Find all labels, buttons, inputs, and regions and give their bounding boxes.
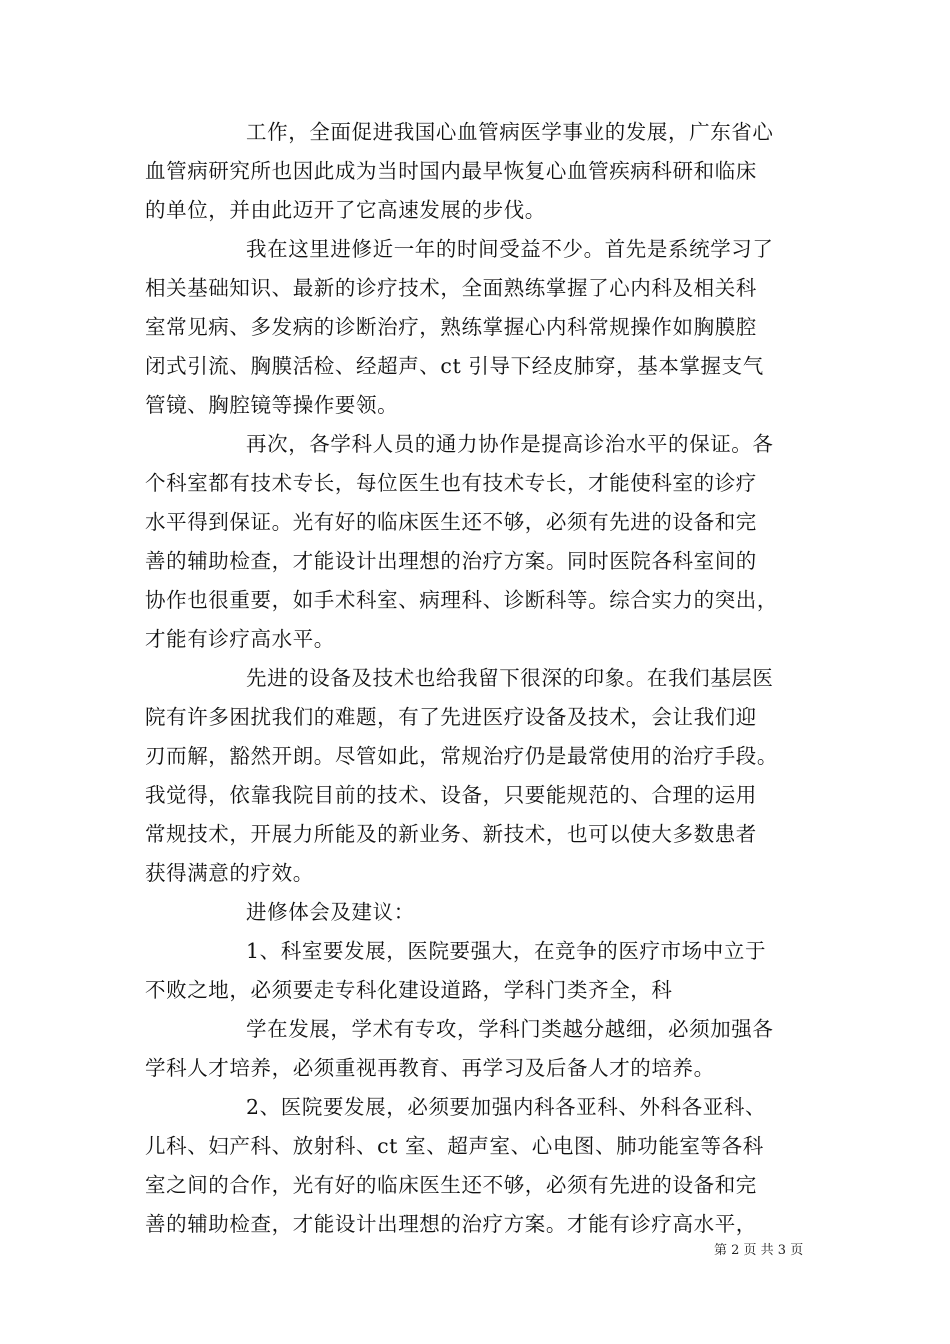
paragraph-line: 善的辅助检查，才能设计出理想的治疗方案。才能有诊疗高水平，	[145, 1212, 757, 1236]
paragraph-line: 学科人才培养，必须重视再教育、再学习及后备人才的培养。	[145, 1056, 715, 1080]
paragraph-line: 才能有诊疗高水平。	[145, 627, 335, 651]
paragraph-line: 的单位，并由此迈开了它高速发展的步伐。	[145, 198, 546, 222]
page-number: 第 2 页 共 3 页	[714, 1243, 804, 1258]
paragraph-line: 个科室都有技术专长，每位医生也有技术专长，才能使科室的诊疗	[145, 471, 757, 495]
paragraph-line: 水平得到保证。光有好的临床医生还不够，必须有先进的设备和完	[145, 510, 757, 534]
paragraph-line: 刃而解，豁然开朗。尽管如此，常规治疗仍是最常使用的治疗手段。	[145, 744, 778, 768]
paragraph-line: 管镜、胸腔镜等操作要领。	[145, 393, 399, 417]
paragraph-line: 工作，全面促进我国心血管病医学事业的发展，广东省心	[246, 120, 774, 144]
paragraph-line: 1、科室要发展，医院要强大，在竞争的医疗市场中立于	[246, 939, 767, 963]
paragraph-line: 学在发展，学术有专攻，学科门类越分越细，必须加强各	[246, 1017, 774, 1041]
paragraph-line: 室之间的合作，光有好的临床医生还不够，必须有先进的设备和完	[145, 1173, 757, 1197]
paragraph-line: 闭式引流、胸膜活检、经超声、ct 引导下经皮肺穿，基本掌握支气	[145, 354, 764, 378]
paragraph-line: 先进的设备及技术也给我留下很深的印象。在我们基层医	[246, 666, 774, 690]
paragraph-line: 儿科、妇产科、放射科、ct 室、超声室、心电图、肺功能室等各科	[145, 1134, 764, 1158]
paragraph-line: 血管病研究所也因此成为当时国内最早恢复心血管疾病科研和临床	[145, 159, 757, 183]
paragraph-line: 相关基础知识、最新的诊疗技术，全面熟练掌握了心内科及相关科	[145, 276, 757, 300]
paragraph-line: 我觉得，依靠我院目前的技术、设备，只要能规范的、合理的运用	[145, 783, 757, 807]
paragraph-line: 我在这里进修近一年的时间受益不少。首先是系统学习了	[246, 237, 774, 261]
paragraph-line: 不败之地，必须要走专科化建设道路，学科门类齐全，科	[145, 978, 673, 1002]
paragraph-line: 协作也很重要，如手术科室、病理科、诊断科等。综合实力的突出，	[145, 588, 778, 612]
section-heading: 进修体会及建议：	[246, 900, 415, 924]
paragraph-line: 获得满意的疗效。	[145, 861, 314, 885]
paragraph-line: 善的辅助检查，才能设计出理想的治疗方案。同时医院各科室间的	[145, 549, 757, 573]
paragraph-line: 院有许多困扰我们的难题，有了先进医疗设备及技术，会让我们迎	[145, 705, 757, 729]
paragraph-line: 2、医院要发展，必须要加强内科各亚科、外科各亚科、	[246, 1095, 767, 1119]
paragraph-line: 室常见病、多发病的诊断治疗，熟练掌握心内科常规操作如胸膜腔	[145, 315, 757, 339]
paragraph-line: 再次，各学科人员的通力协作是提高诊治水平的保证。各	[246, 432, 774, 456]
paragraph-line: 常规技术，开展力所能及的新业务、新技术，也可以使大多数患者	[145, 822, 757, 846]
